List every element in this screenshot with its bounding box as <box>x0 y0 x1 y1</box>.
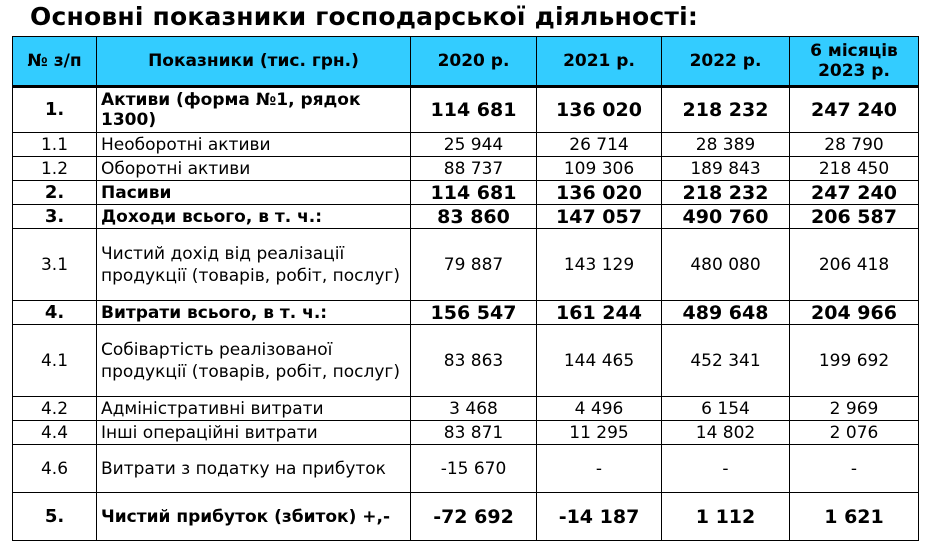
row-name: Собівартість реалізованої продукції (товарів, робіт, послуг) <box>97 325 411 397</box>
row-value-2023: 247 240 <box>790 181 919 205</box>
row-value-2023: 206 418 <box>790 229 919 301</box>
table-row <box>13 421 919 445</box>
row-value-2023: 1 621 <box>790 493 919 541</box>
row-value-2021: 147 057 <box>537 205 662 229</box>
row-name: Чистий прибуток (збиток) +,- <box>97 493 411 541</box>
row-name: Чистий дохід від реалізації продукції (товарів, робіт, послуг) <box>97 229 411 301</box>
row-num: 1.1 <box>13 133 97 157</box>
table-row <box>13 181 919 205</box>
col-header-2022: 2022 р. <box>662 37 790 87</box>
row-value-2020: -72 692 <box>411 493 537 541</box>
row-num: 3. <box>13 205 97 229</box>
row-value-2022: 490 760 <box>662 205 790 229</box>
table-row <box>13 493 919 541</box>
row-num: 5. <box>13 493 97 541</box>
row-value-2022: 6 154 <box>662 397 790 421</box>
row-value-2021: 143 129 <box>537 229 662 301</box>
row-value-2020: 3 468 <box>411 397 537 421</box>
col-header-num: № з/п <box>13 37 97 87</box>
row-value-2021: 4 496 <box>537 397 662 421</box>
row-value-2021: - <box>537 445 662 493</box>
row-value-2020: 83 863 <box>411 325 537 397</box>
page-title: Основні показники господарської діяльності: <box>30 2 699 31</box>
row-value-2020: 79 887 <box>411 229 537 301</box>
col-header-indicator: Показники (тис. грн.) <box>97 37 411 87</box>
row-num: 1. <box>13 87 97 133</box>
indicators-table <box>12 36 919 541</box>
row-value-2022: 480 080 <box>662 229 790 301</box>
row-value-2021: 136 020 <box>537 181 662 205</box>
row-name: Оборотні активи <box>97 157 411 181</box>
row-name: Доходи всього, в т. ч.: <box>97 205 411 229</box>
header-row <box>13 37 919 87</box>
row-value-2020: 88 737 <box>411 157 537 181</box>
row-value-2023: 206 587 <box>790 205 919 229</box>
row-name: Витрати з податку на прибуток <box>97 445 411 493</box>
row-value-2023: 2 076 <box>790 421 919 445</box>
row-value-2020: 25 944 <box>411 133 537 157</box>
row-value-2023: 28 790 <box>790 133 919 157</box>
row-name: Витрати всього, в т. ч.: <box>97 301 411 325</box>
row-value-2022: 218 232 <box>662 87 790 133</box>
row-num: 4.1 <box>13 325 97 397</box>
row-name: Необоротні активи <box>97 133 411 157</box>
row-value-2022: 28 389 <box>662 133 790 157</box>
row-value-2022: 489 648 <box>662 301 790 325</box>
col-header-2020: 2020 р. <box>411 37 537 87</box>
table-row <box>13 229 919 301</box>
table-row <box>13 87 919 133</box>
row-num: 1.2 <box>13 157 97 181</box>
row-value-2023: 2 969 <box>790 397 919 421</box>
row-value-2021: 144 465 <box>537 325 662 397</box>
col-header-2023: 6 місяців 2023 р. <box>790 37 919 87</box>
row-name: Адміністративні витрати <box>97 397 411 421</box>
row-num: 2. <box>13 181 97 205</box>
row-num: 4.4 <box>13 421 97 445</box>
row-value-2021: 136 020 <box>537 87 662 133</box>
row-value-2022: 189 843 <box>662 157 790 181</box>
row-value-2020: -15 670 <box>411 445 537 493</box>
row-num: 3.1 <box>13 229 97 301</box>
row-value-2022: 14 802 <box>662 421 790 445</box>
row-value-2023: 247 240 <box>790 87 919 133</box>
row-name: Інші операційні витрати <box>97 421 411 445</box>
row-value-2022: 1 112 <box>662 493 790 541</box>
row-value-2021: -14 187 <box>537 493 662 541</box>
row-name: Активи (форма №1, рядок 1300) <box>97 87 411 133</box>
row-num: 4.6 <box>13 445 97 493</box>
row-value-2023: 218 450 <box>790 157 919 181</box>
row-value-2022: 218 232 <box>662 181 790 205</box>
row-value-2020: 156 547 <box>411 301 537 325</box>
row-value-2021: 26 714 <box>537 133 662 157</box>
table-row <box>13 445 919 493</box>
row-value-2020: 83 871 <box>411 421 537 445</box>
row-value-2020: 83 860 <box>411 205 537 229</box>
table-row <box>13 397 919 421</box>
col-header-2021: 2021 р. <box>537 37 662 87</box>
table-row <box>13 157 919 181</box>
row-value-2020: 114 681 <box>411 87 537 133</box>
table-row <box>13 133 919 157</box>
row-name: Пасиви <box>97 181 411 205</box>
row-num: 4. <box>13 301 97 325</box>
row-value-2020: 114 681 <box>411 181 537 205</box>
row-value-2022: 452 341 <box>662 325 790 397</box>
row-value-2021: 109 306 <box>537 157 662 181</box>
row-value-2021: 11 295 <box>537 421 662 445</box>
row-value-2021: 161 244 <box>537 301 662 325</box>
row-value-2022: - <box>662 445 790 493</box>
row-value-2023: - <box>790 445 919 493</box>
row-num: 4.2 <box>13 397 97 421</box>
row-value-2023: 199 692 <box>790 325 919 397</box>
row-value-2023: 204 966 <box>790 301 919 325</box>
table-row <box>13 205 919 229</box>
table-row <box>13 301 919 325</box>
table-row <box>13 325 919 397</box>
